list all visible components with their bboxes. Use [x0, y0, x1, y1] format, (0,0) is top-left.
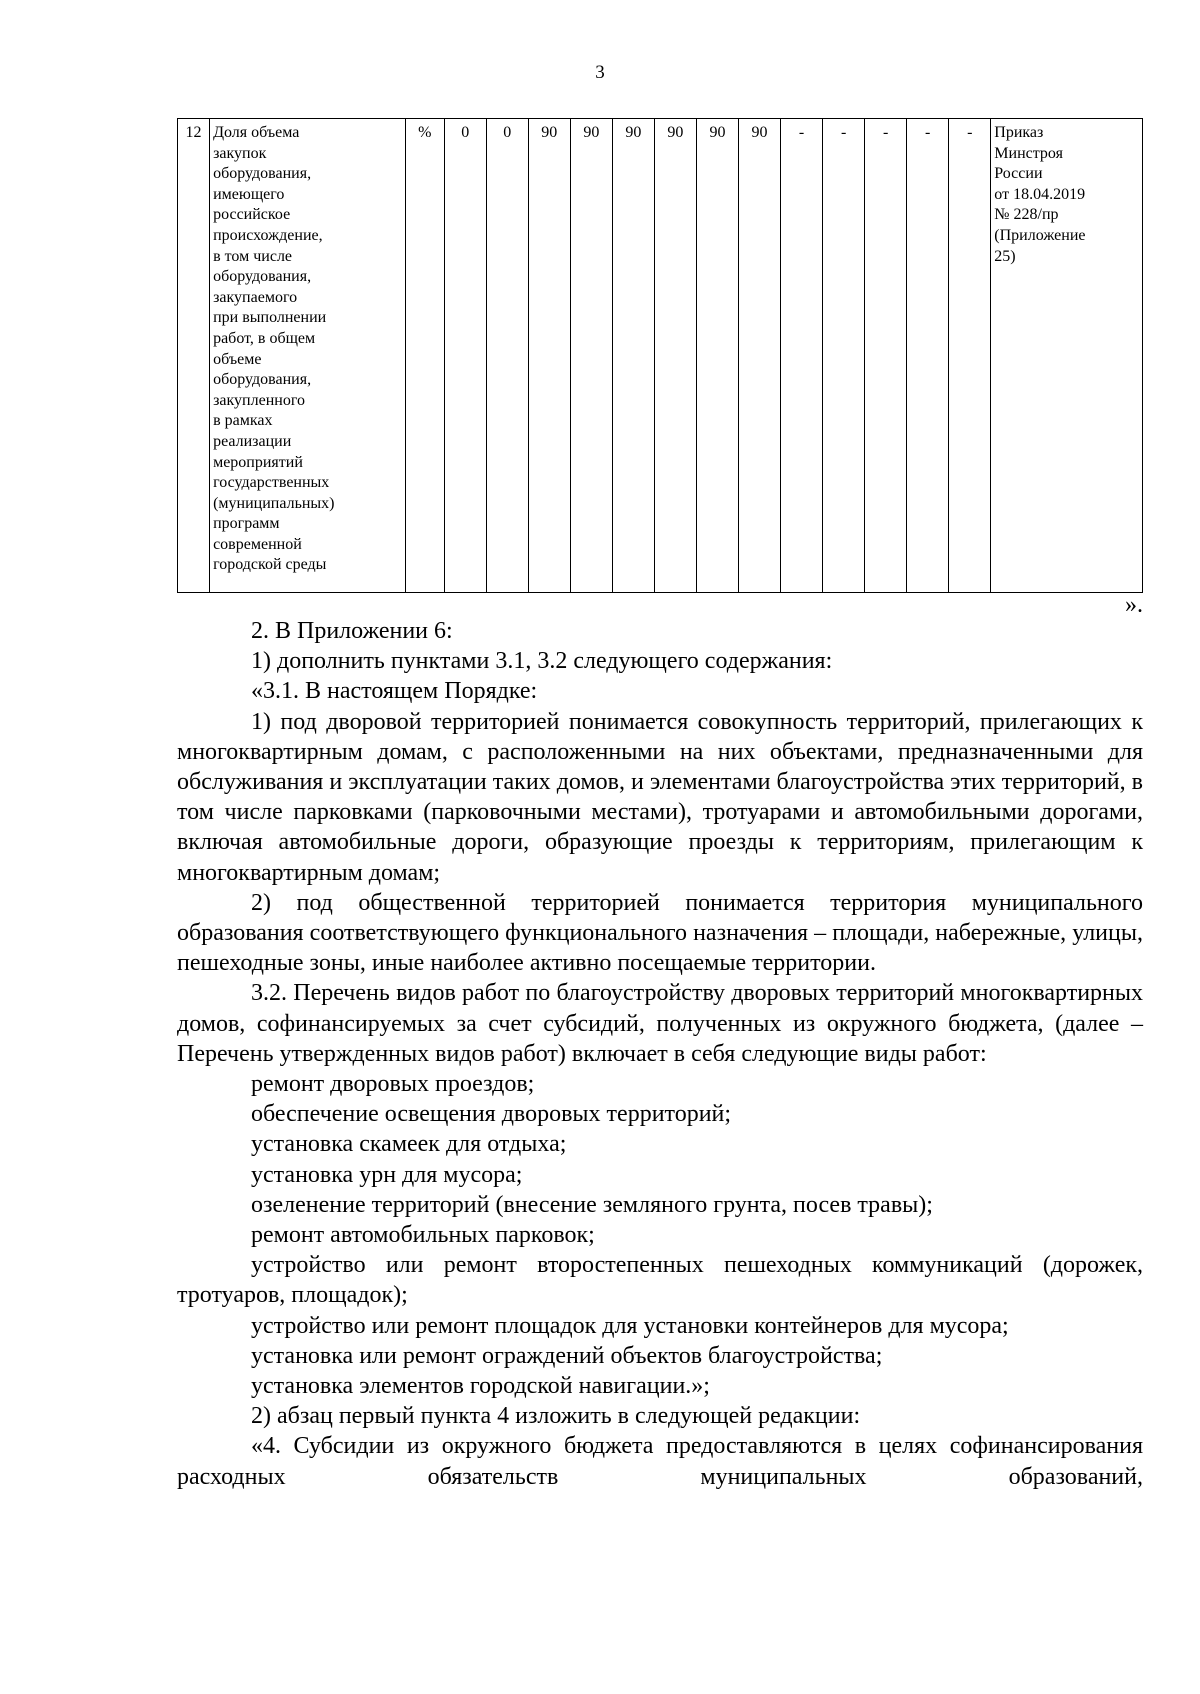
paragraph: устройство или ремонт площадок для установки контейнеров для мусора;: [251, 1312, 1009, 1339]
paragraph: установка элементов городской навигации.»;: [251, 1373, 710, 1400]
paragraph: озеленение территорий (внесение земляного грунта, посев травы);: [251, 1191, 933, 1218]
indicator-name-cell: [210, 119, 406, 593]
page-number: 3: [595, 62, 605, 83]
indicator-name-line: оборудования,: [213, 165, 312, 183]
indicator-name-line: государственных: [213, 474, 330, 492]
paragraph: 1) под дворовой территорией понимается совокупность территорий, прилегающих к многоквартирным домам, с расположенными на них объектами, предназначенными для обслуживания и эксплуатации таких домов, и элементами благоустройства этих территорий, в том числе парковками (парковочными местами), тротуарами и автомобильными дорогами, включая автомобильные дороги, образующие проезды к территориям, прилегающим к многоквартирным домам;: [177, 708, 1143, 886]
source-line: (Приложение: [994, 226, 1086, 244]
source-line: Минстроя: [994, 144, 1063, 162]
indicator-name-line: работ, в общем: [213, 329, 316, 347]
source-line: № 228/пр: [994, 206, 1059, 224]
indicator-name-line: оборудования,: [213, 371, 312, 389]
source-line: России: [994, 165, 1043, 183]
paragraph: ремонт дворовых проездов;: [251, 1071, 535, 1098]
indicator-name-line: в рамках: [213, 412, 273, 430]
indicator-name-line: программ: [213, 515, 280, 533]
value-cell: 90: [696, 119, 738, 593]
value-cell: 90: [654, 119, 696, 593]
paragraph: 1) дополнить пунктами 3.1, 3.2 следующего содержания:: [251, 648, 833, 675]
indicator-name-line: городской среды: [213, 556, 327, 574]
indicator-name-line: закупаемого: [213, 288, 298, 306]
source-line: 25): [994, 247, 1016, 265]
value-cell: 90: [570, 119, 612, 593]
indicator-name-line: Доля объема: [213, 124, 300, 141]
value-cell: 90: [739, 119, 781, 593]
value-cell: -: [949, 119, 991, 593]
indicator-name-line: мероприятий: [213, 453, 303, 471]
indicator-name-line: имеющего: [213, 185, 285, 203]
indicator-name-text: [213, 123, 402, 576]
value-cell: 0: [486, 119, 528, 593]
value-cell: -: [865, 119, 907, 593]
table-row: [178, 119, 1143, 593]
source-line: Приказ: [994, 124, 1044, 141]
value-cell: -: [907, 119, 949, 593]
value-cell: -: [823, 119, 865, 593]
paragraph: «4. Субсидии из окружного бюджета предоставляются в целях софинансирования расходных обязательств муниципальных образований,: [177, 1433, 1143, 1490]
indicator-name-line: при выполнении: [213, 309, 327, 327]
paragraph: «3.1. В настоящем Порядке:: [251, 678, 538, 705]
indicator-name-line: закупленного: [213, 391, 305, 409]
indicator-name-line: современной: [213, 535, 302, 553]
indicator-table: [177, 118, 1143, 593]
row-index-cell: 12: [178, 119, 210, 593]
document-body: [177, 616, 1143, 1492]
indicator-name-line: закупок: [213, 144, 267, 162]
paragraph: 2) абзац первый пункта 4 изложить в следующей редакции:: [251, 1403, 861, 1430]
indicator-name-line: оборудования,: [213, 268, 312, 286]
paragraph: 2. В Приложении 6:: [251, 618, 453, 644]
value-cell: -: [781, 119, 823, 593]
unit-cell: %: [405, 119, 444, 593]
paragraph: устройство или ремонт второстепенных пешеходных коммуникаций (дорожек, тротуаров, площадок);: [177, 1252, 1143, 1309]
value-cell: 90: [612, 119, 654, 593]
source-line: от 18.04.2019: [994, 185, 1086, 203]
paragraph: установка или ремонт ограждений объектов благоустройства;: [251, 1342, 883, 1369]
paragraph: установка скамеек для отдыха;: [251, 1131, 567, 1158]
value-cell: 90: [528, 119, 570, 593]
indicator-name-line: реализации: [213, 432, 292, 450]
indicator-name-line: российское: [213, 206, 291, 224]
indicator-name-line: объеме: [213, 350, 262, 368]
indicator-name-line: в том числе: [213, 247, 293, 265]
indicator-name-line: происхождение,: [213, 226, 323, 244]
value-cell: 0: [444, 119, 486, 593]
closing-quote: ».: [1125, 592, 1143, 618]
indicator-name-line: (муниципальных): [213, 494, 335, 512]
paragraph: обеспечение освещения дворовых территорий;: [251, 1101, 732, 1128]
paragraph: ремонт автомобильных парковок;: [251, 1222, 595, 1249]
source-text: [994, 123, 1139, 267]
source-cell: [991, 119, 1143, 593]
paragraph: установка урн для мусора;: [251, 1161, 523, 1188]
paragraph: 3.2. Перечень видов работ по благоустройству дворовых территорий многоквартирных домов, софинансируемых за счет субсидий, полученных из окружного бюджета, (далее – Перечень утвержденных видов работ) включает в себя следующие виды работ:: [177, 980, 1143, 1067]
paragraph: 2) под общественной территорией понимается территория муниципального образования соответствующего функционального назначения – площади, набережные, улицы, пешеходные зоны, иные наиболее активно посещаемые территории.: [177, 889, 1143, 977]
